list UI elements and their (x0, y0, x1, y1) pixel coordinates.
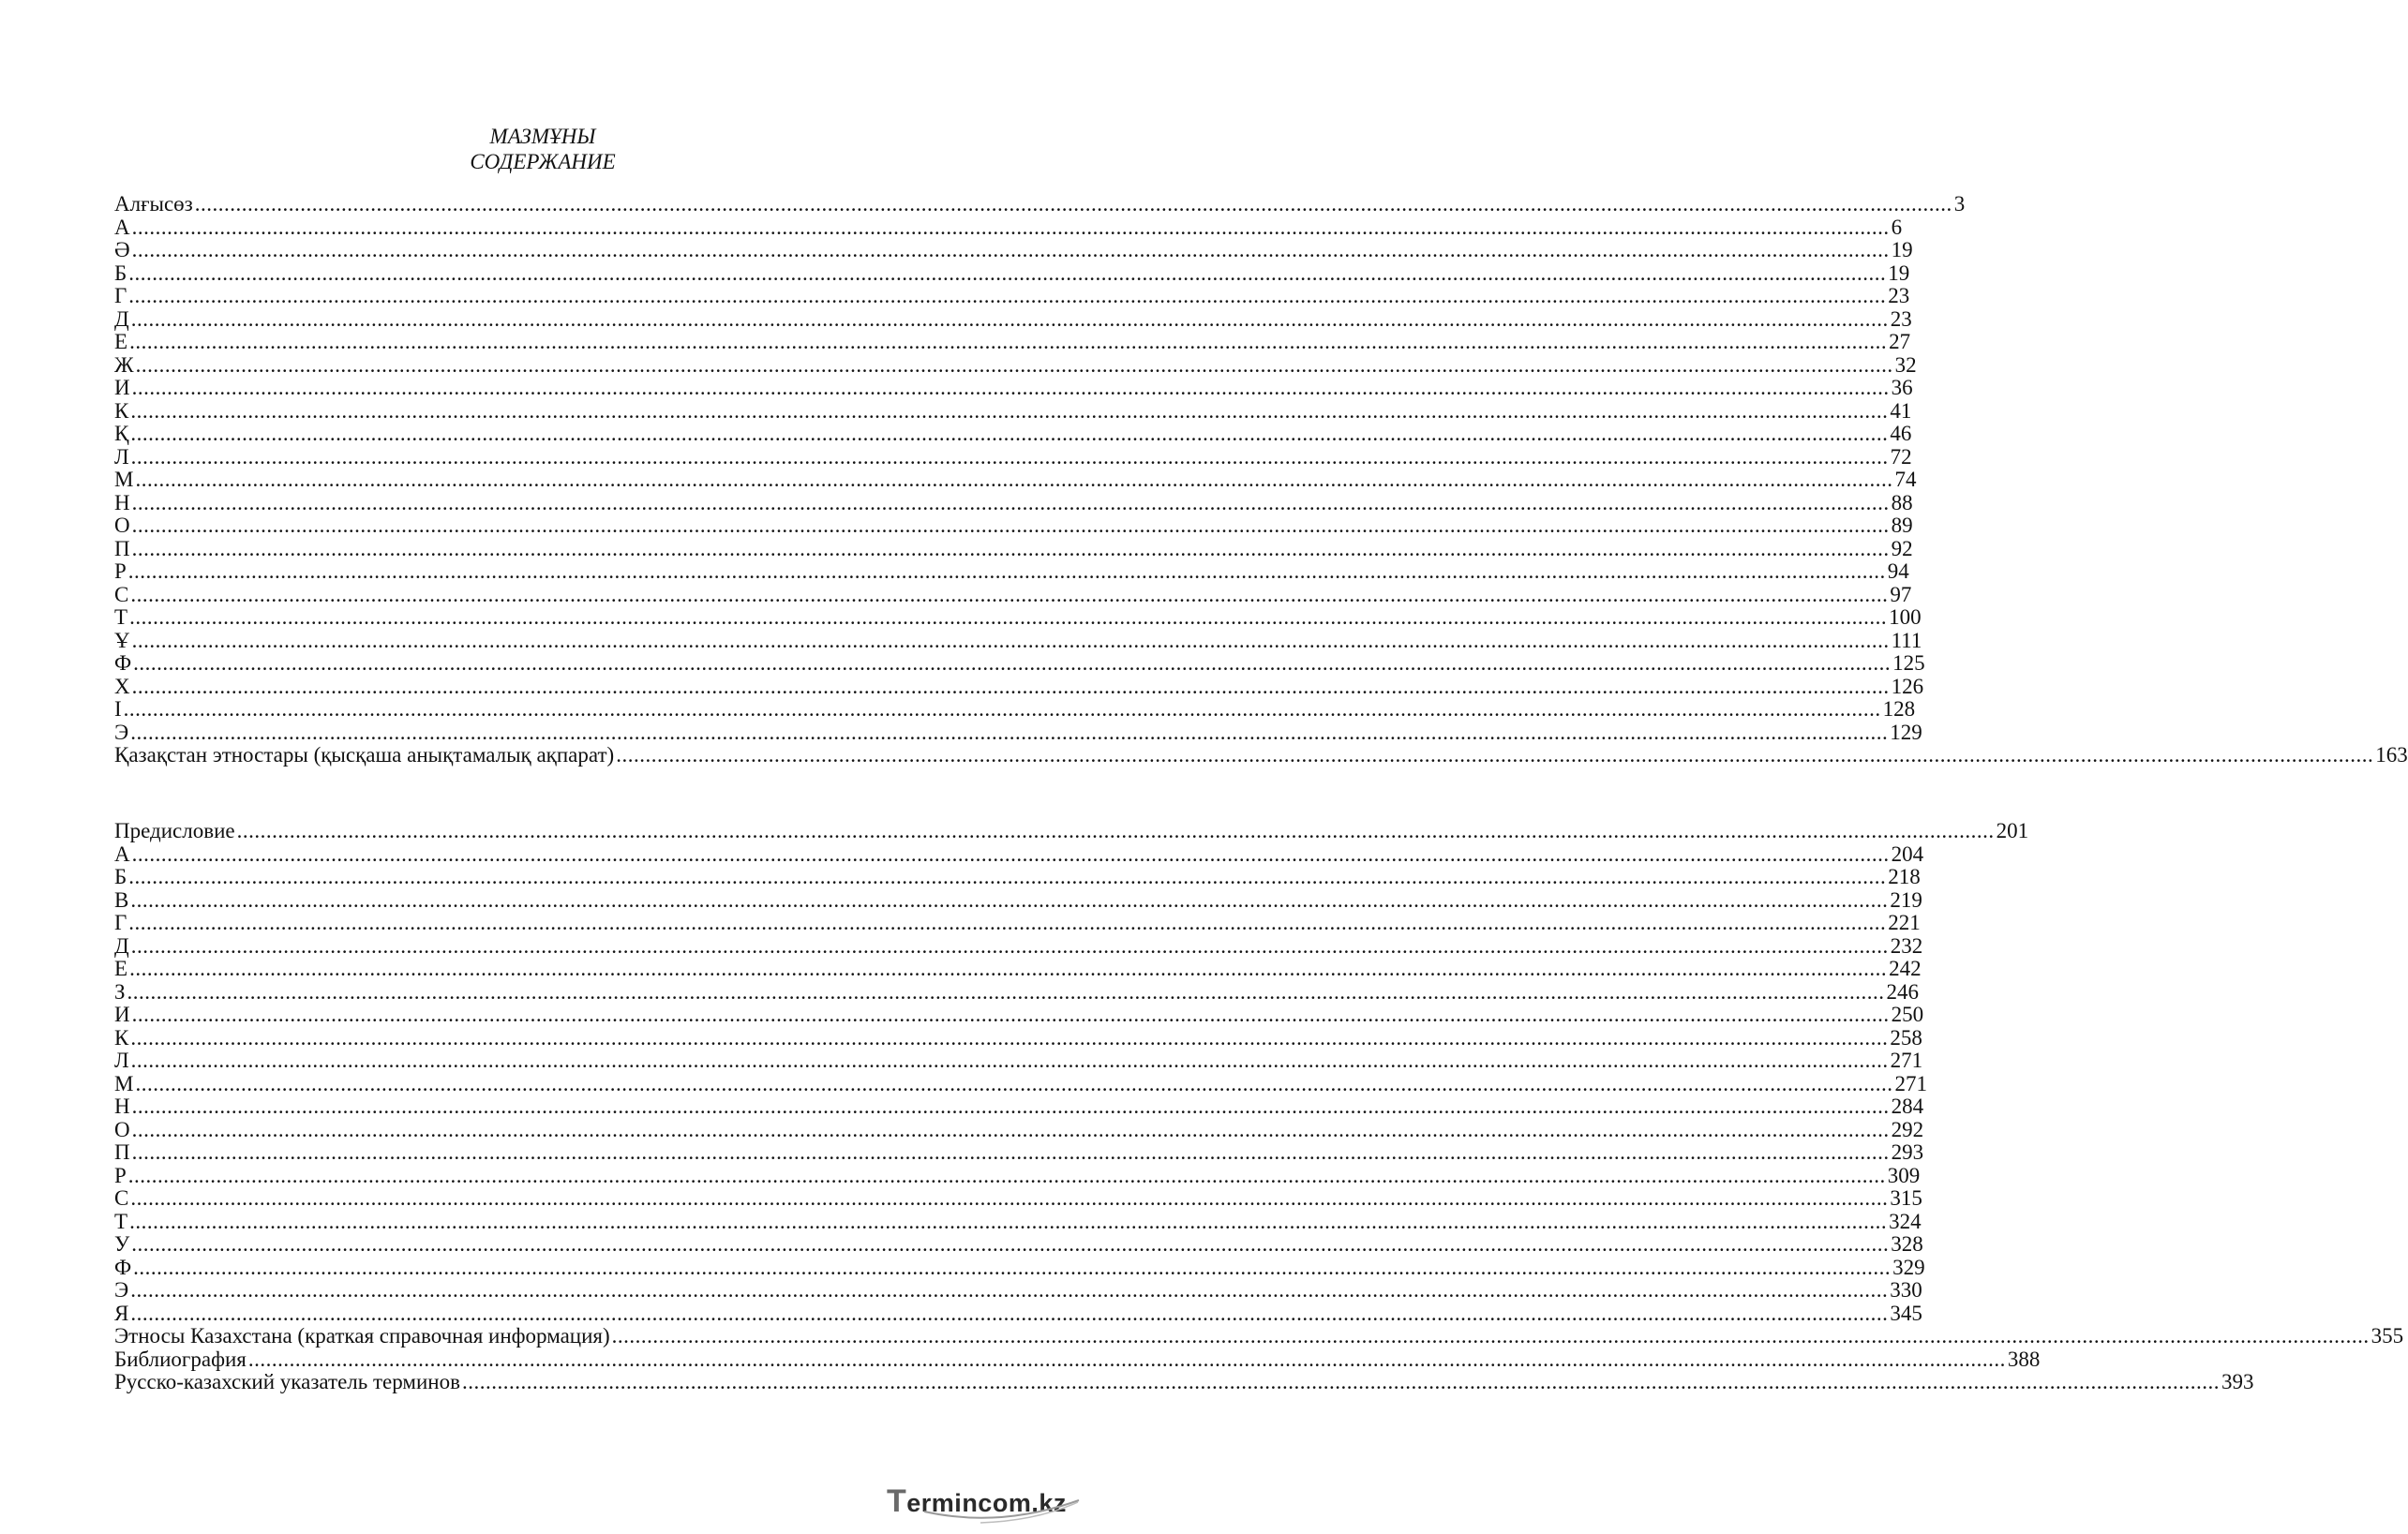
toc-entry-label: Библиография (114, 1347, 247, 1371)
toc-entry (114, 490, 1913, 515)
toc-dot-leader: ............................................................................................................................................................................................................................................................................................................ (130, 933, 1889, 958)
toc-dot-leader: ............................................................................................................................................................................................................................................................................................................ (130, 1025, 1889, 1050)
toc-entry-label: Д (114, 306, 129, 331)
toc-entry-label: П (114, 536, 130, 560)
toc-entry (114, 720, 1922, 745)
toc-dot-leader: ............................................................................................................................................................................................................................................................................................................ (130, 1301, 1889, 1325)
toc-entry-label: Л (114, 1049, 129, 1072)
toc-entry (114, 1140, 1924, 1165)
toc-dot-leader: ............................................................................................................................................................................................................................................................................................................ (131, 514, 1890, 537)
toc-dot-leader: ............................................................................................................................................................................................................................................................................................................ (130, 444, 1889, 469)
toc-entry-page: 315 (1890, 1186, 1922, 1210)
toc-entry-label: Алғысөз (114, 192, 193, 216)
toc-entry-label: З (114, 979, 126, 1004)
toc-entry (114, 330, 1911, 354)
toc-entry-label: Г (114, 284, 127, 307)
toc-entry-label: Б (114, 865, 127, 888)
toc-entry-page: 250 (1891, 1003, 1924, 1026)
toc-entry-page: 219 (1890, 887, 1922, 912)
toc-entry-page: 74 (1894, 468, 1917, 491)
title-kz: МАЗМҰНЫ (489, 125, 596, 148)
toc-dot-leader: ............................................................................................................................................................................................................................................................................................................ (135, 1071, 1893, 1095)
toc-entry-page: 292 (1891, 1117, 1924, 1141)
toc-dot-leader: ............................................................................................................................................................................................................................................................................................................ (131, 1140, 1890, 1164)
toc-entry (114, 1324, 2404, 1348)
toc-entry (114, 514, 1913, 538)
toc-entry-page: 221 (1888, 911, 1921, 934)
toc-entry (114, 1278, 1922, 1303)
toc-entry-page: 19 (1891, 238, 1913, 261)
toc-entry-page: 271 (1890, 1049, 1923, 1072)
toc-entry-label: Е (114, 330, 128, 353)
logo-text: ermincom.kz (906, 1489, 1067, 1517)
toc-entry-label: Г (114, 911, 127, 934)
toc-entry-page: 242 (1889, 957, 1922, 980)
toc-dot-leader: ............................................................................................................................................................................................................................................................................................................ (194, 192, 1952, 216)
toc-entry-page: 232 (1890, 933, 1923, 958)
toc-entry (114, 865, 1921, 889)
toc-dot-leader: ............................................................................................................................................................................................................................................................................................................ (131, 1003, 1890, 1026)
toc-entry-label: Предисловие (114, 819, 235, 842)
toc-entry-page: 46 (1890, 422, 1912, 445)
toc-entry-label: М (114, 1071, 134, 1095)
toc-dot-leader: ............................................................................................................................................................................................................................................................................................................ (127, 559, 1886, 583)
toc-entry-page: 97 (1890, 582, 1912, 606)
toc-entry-label: Н (114, 490, 130, 514)
toc-entry-label: Русско-казахский указатель терминов (114, 1370, 460, 1393)
toc-entry (114, 1347, 2041, 1372)
logo-letter: T (887, 1483, 907, 1519)
toc-entry-label: О (114, 514, 130, 537)
toc-dot-leader: ............................................................................................................................................................................................................................................................................................................ (131, 628, 1890, 652)
toc-entry-label: С (114, 1186, 129, 1210)
toc-dot-leader: ............................................................................................................................................................................................................................................................................................................ (131, 841, 1890, 866)
toc-entry (114, 192, 1966, 216)
toc-entry-label: Т (114, 1209, 128, 1233)
toc-entry (114, 1255, 1925, 1280)
toc-entry-label: Қ (114, 422, 129, 445)
toc-entry-label: Этносы Казахстана (краткая справочная информация) (114, 1324, 610, 1348)
toc-entry (114, 628, 1922, 653)
toc-entry-label: И (114, 376, 130, 399)
toc-dot-leader: ............................................................................................................................................................................................................................................................................................................ (130, 720, 1889, 744)
toc-entry-page: 94 (1887, 559, 1909, 583)
toc-entry-page: 27 (1889, 330, 1911, 353)
toc-entry-page: 246 (1886, 979, 1920, 1004)
toc-entry-page: 36 (1891, 376, 1913, 399)
toc-dot-leader: ............................................................................................................................................................................................................................................................................................................ (130, 1186, 1889, 1210)
toc-entry-page: 32 (1894, 352, 1917, 377)
toc-entry-label: Э (114, 1278, 129, 1302)
toc-entry-label: Ф (114, 1255, 132, 1279)
toc-entry-page: 388 (2007, 1347, 2041, 1371)
toc-entry-page: 329 (1892, 1255, 1925, 1279)
toc-entry-label: Е (114, 957, 128, 980)
toc-dot-leader: ............................................................................................................................................................................................................................................................................................................ (129, 1209, 1888, 1233)
toc-entry-page: 89 (1891, 514, 1913, 537)
toc-entry (114, 979, 1920, 1005)
toc-entry (114, 819, 2029, 843)
toc-entry-page: 92 (1891, 536, 1913, 560)
toc-entry (114, 1209, 1922, 1234)
toc-entry-label: Д (114, 933, 129, 958)
toc-dot-leader: ............................................................................................................................................................................................................................................................................................................ (131, 490, 1890, 514)
toc-entry-page: 293 (1891, 1140, 1924, 1164)
toc-entry (114, 261, 1910, 286)
toc-dot-leader: ............................................................................................................................................................................................................................................................................................................ (461, 1370, 2220, 1393)
toc-entry-label: С (114, 582, 129, 606)
termincom-logo (887, 1483, 1067, 1520)
toc-dot-leader: ............................................................................................................................................................................................................................................................................................................ (131, 536, 1890, 560)
toc-entry (114, 1301, 1922, 1326)
toc-entry-label: А (114, 841, 130, 866)
toc-entry (114, 1049, 1923, 1073)
toc-dot-leader: ............................................................................................................................................................................................................................................................................................................ (130, 887, 1889, 912)
toc-entry (114, 911, 1921, 935)
toc-entry-label: Р (114, 559, 127, 583)
toc-entry (114, 1095, 1924, 1119)
toc-entry-label: Ұ (114, 628, 130, 652)
toc-entry-page: 6 (1891, 215, 1903, 239)
toc-dot-leader: ............................................................................................................................................................................................................................................................................................................ (131, 1117, 1890, 1141)
toc-entry (114, 743, 2408, 767)
toc-entry (114, 559, 1909, 584)
toc-entry-label: П (114, 1140, 130, 1164)
toc-entry-page: 23 (1890, 306, 1912, 331)
toc-entry (114, 536, 1913, 561)
toc-entry (114, 674, 1924, 699)
toc-entry-label: Ж (114, 352, 134, 377)
toc-entry-label: Ф (114, 651, 132, 675)
toc-entry-page: 23 (1888, 284, 1910, 307)
toc-entry-page: 100 (1889, 605, 1922, 629)
toc-entry-page: 128 (1882, 697, 1916, 721)
toc-entry-page: 111 (1891, 628, 1922, 652)
toc-dot-leader: ............................................................................................................................................................................................................................................................................................................ (131, 674, 1890, 698)
toc-dot-leader: ............................................................................................................................................................................................................................................................................................................ (127, 979, 1885, 1004)
toc-entry-label: І (114, 697, 122, 721)
toc-entry-page: 163 (2375, 743, 2408, 767)
toc-dot-leader: ............................................................................................................................................................................................................................................................................................................ (131, 238, 1890, 261)
toc-entry-page: 129 (1890, 720, 1922, 744)
toc-entry-page: 201 (1996, 819, 2029, 842)
toc-dot-leader: ............................................................................................................................................................................................................................................................................................................ (133, 1255, 1892, 1279)
toc-entry-label: А (114, 215, 130, 239)
toc-entry-page: 72 (1890, 444, 1912, 469)
toc-russian (114, 819, 2404, 1394)
toc-kazakh (114, 192, 2408, 767)
toc-dot-leader: ............................................................................................................................................................................................................................................................................................................ (129, 605, 1888, 629)
toc-entry-label: Л (114, 444, 129, 469)
toc-entry (114, 605, 1922, 630)
toc-dot-leader: ............................................................................................................................................................................................................................................................................................................ (131, 376, 1890, 399)
toc-entry-label: Б (114, 261, 127, 285)
toc-entry-label: К (114, 1025, 129, 1050)
toc-entry-label: И (114, 1003, 130, 1026)
toc-dot-leader: ............................................................................................................................................................................................................................................................................................................ (131, 215, 1890, 239)
toc-dot-leader: ............................................................................................................................................................................................................................................................................................................ (128, 911, 1887, 934)
toc-dot-leader: ............................................................................................................................................................................................................................................................................................................ (130, 398, 1889, 423)
toc-entry-page: 324 (1889, 1209, 1922, 1233)
toc-entry-label: Э (114, 720, 129, 744)
toc-entry-label: Р (114, 1163, 127, 1187)
toc-entry-label: В (114, 887, 129, 912)
toc-entry-label: О (114, 1117, 130, 1141)
toc-dot-leader: ............................................................................................................................................................................................................................................................................................................ (133, 651, 1892, 675)
toc-dot-leader: ............................................................................................................................................................................................................................................................................................................ (129, 957, 1888, 980)
toc-entry (114, 1163, 1921, 1188)
toc-entry (114, 352, 1917, 378)
toc-dot-leader: ............................................................................................................................................................................................................................................................................................................ (130, 582, 1889, 606)
toc-entry-page: 126 (1891, 674, 1924, 698)
toc-entry (114, 1025, 1922, 1050)
toc-entry-page: 19 (1888, 261, 1910, 285)
toc-entry-label: М (114, 468, 134, 491)
toc-entry (114, 444, 1912, 469)
toc-entry-page: 125 (1892, 651, 1925, 675)
toc-entry (114, 238, 1913, 262)
toc-dot-leader: ............................................................................................................................................................................................................................................................................................................ (127, 1163, 1886, 1187)
toc-entry (114, 468, 1917, 492)
toc-entry-label: Я (114, 1301, 129, 1325)
toc-entry-page: 309 (1887, 1163, 1921, 1187)
toc-entry (114, 697, 1916, 722)
toc-entry-page: 204 (1891, 841, 1924, 866)
toc-entry (114, 306, 1912, 332)
toc-entry-page: 41 (1890, 398, 1912, 423)
toc-entry-label: Т (114, 605, 128, 629)
toc-entry (114, 1232, 1923, 1257)
toc-entry-page: 355 (2371, 1324, 2404, 1348)
toc-dot-leader: ............................................................................................................................................................................................................................................................................................................ (131, 1232, 1890, 1256)
toc-entry-label: Н (114, 1095, 130, 1118)
toc-entry-page: 88 (1891, 490, 1913, 514)
toc-entry-page: 271 (1894, 1071, 1927, 1095)
toc-entry (114, 376, 1913, 400)
toc-entry-page: 393 (2221, 1370, 2254, 1393)
toc-entry (114, 215, 1903, 240)
toc-entry-page: 258 (1890, 1025, 1922, 1050)
toc-entry (114, 1186, 1922, 1211)
toc-dot-leader: ............................................................................................................................................................................................................................................................................................................ (128, 284, 1887, 307)
toc-entry (114, 1071, 1927, 1096)
toc-entry-page: 330 (1890, 1278, 1922, 1302)
toc-entry (114, 582, 1912, 607)
toc-entry (114, 1117, 1924, 1142)
toc-dot-leader: ............................................................................................................................................................................................................................................................................................................ (130, 1278, 1889, 1302)
toc-dot-leader: ............................................................................................................................................................................................................................................................................................................ (247, 1347, 2006, 1371)
toc-dot-leader: ............................................................................................................................................................................................................................................................................................................ (236, 819, 1995, 842)
toc-dot-leader: ............................................................................................................................................................................................................................................................................................................ (135, 352, 1893, 377)
toc-dot-leader: ............................................................................................................................................................................................................................................................................................................ (130, 1049, 1889, 1072)
toc-dot-leader: ............................................................................................................................................................................................................................................................................................................ (129, 330, 1888, 353)
toc-entry-label: Х (114, 674, 130, 698)
toc-entry-label: Ә (114, 238, 130, 261)
toc-dot-leader: ............................................................................................................................................................................................................................................................................................................ (135, 468, 1893, 491)
toc-entry (114, 933, 1923, 959)
toc-dot-leader: ............................................................................................................................................................................................................................................................................................................ (130, 422, 1889, 445)
toc-entry (114, 398, 1912, 424)
toc-entry (114, 887, 1922, 913)
toc-dot-leader: ............................................................................................................................................................................................................................................................................................................ (131, 1095, 1890, 1118)
toc-entry (114, 841, 1924, 867)
toc-entry-label: К (114, 398, 129, 423)
logo-swoosh-icon (887, 1483, 1084, 1530)
toc-entry-label: У (114, 1232, 130, 1256)
toc-entry (114, 957, 1922, 981)
toc-entry (114, 651, 1925, 676)
toc-dot-leader: ............................................................................................................................................................................................................................................................................................................ (128, 261, 1887, 285)
toc-entry-page: 345 (1890, 1301, 1922, 1325)
toc-entry-label: Қазақстан этностары (қысқаша анықтамалық ақпарат) (114, 743, 615, 767)
contents-heading (0, 124, 1085, 174)
toc-entry-page: 328 (1891, 1232, 1923, 1256)
toc-dot-leader: ............................................................................................................................................................................................................................................................................................................ (123, 697, 1881, 721)
toc-dot-leader: ............................................................................................................................................................................................................................................................................................................ (616, 743, 2374, 767)
toc-entry (114, 1370, 2254, 1394)
toc-entry (114, 1003, 1924, 1027)
toc-entry-page: 284 (1891, 1095, 1924, 1118)
title-ru: СОДЕРЖАНИЕ (470, 150, 616, 173)
toc-dot-leader: ............................................................................................................................................................................................................................................................................................................ (128, 865, 1887, 888)
toc-entry (114, 422, 1912, 446)
toc-entry (114, 284, 1910, 308)
toc-dot-leader: ............................................................................................................................................................................................................................................................................................................ (611, 1324, 2370, 1348)
toc-entry-page: 218 (1888, 865, 1921, 888)
toc-dot-leader: ............................................................................................................................................................................................................................................................................................................ (130, 306, 1889, 331)
toc-entry-page: 3 (1953, 192, 1966, 216)
